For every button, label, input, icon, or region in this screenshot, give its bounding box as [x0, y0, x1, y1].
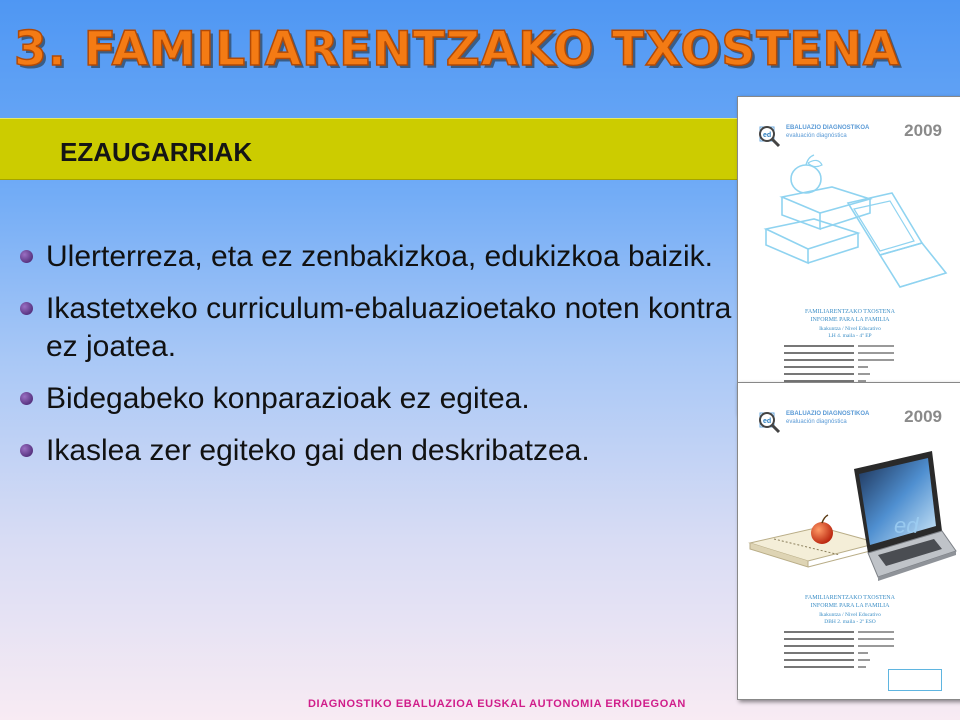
- cover-level-label: Ikakuntza / Nivel Educativo: [819, 612, 881, 618]
- bullet-dot-icon: [20, 302, 33, 315]
- magnifier-logo-icon: [754, 121, 782, 149]
- bullet-item: [18, 432, 738, 470]
- bullet-text: Ikastetxeko curriculum-ebaluazioetako noten kontra ez joatea.: [46, 292, 732, 363]
- report-cover-secondary: [737, 382, 960, 700]
- bullet-text: Bidegabeko konparazioak ez egitea.: [46, 382, 530, 415]
- logo-line2: evaluación diagnóstica: [786, 133, 847, 139]
- cover-field-line: [784, 659, 944, 662]
- svg-text:ed: ed: [763, 132, 772, 139]
- bullet-item: [18, 238, 738, 276]
- cover-field-line: [784, 638, 944, 641]
- footer-text: DIAGNOSTIKO EBALUAZIOA EUSKAL AUTONOMIA ERKIDEGOAN: [308, 698, 686, 710]
- laptop-apple-notebook-illustration: [744, 447, 958, 587]
- cover-title-eu: FAMILIARENTZAKO TXOSTENA: [805, 309, 895, 315]
- svg-text:ed: ed: [894, 513, 919, 538]
- bullet-item: [18, 380, 738, 418]
- section-label: EZAUGARRIAK: [60, 137, 253, 167]
- bullet-item: [18, 290, 738, 366]
- cover-field-line: [784, 366, 944, 369]
- cover-level-label: Ikakuntza / Nivel Educativo: [819, 326, 881, 332]
- section-band: [0, 118, 760, 180]
- slide-title: 3. FAMILIARENTZAKO TXOSTENA: [14, 22, 901, 77]
- cover-field-line: [784, 352, 944, 355]
- bullet-dot-icon: [20, 392, 33, 405]
- bullet-dot-icon: [20, 250, 33, 263]
- cover-title-eu: FAMILIARENTZAKO TXOSTENA: [805, 595, 895, 601]
- logo-line2: evaluación diagnóstica: [786, 419, 847, 425]
- cover-year: 2009: [904, 121, 942, 140]
- cover-field-line: [784, 359, 944, 362]
- bullet-text: Ikaslea zer egiteko gai den deskribatzea.: [46, 434, 590, 467]
- logo-line1: EBALUAZIO DIAGNOSTIKOA: [786, 125, 870, 131]
- cover-title-es: INFORME PARA LA FAMILIA: [810, 317, 890, 323]
- cover-level-value: LH 4. maila - 4º EP: [828, 333, 872, 339]
- bullet-text: Ulerterreza, eta ez zenbakizkoa, edukizkoa baizik.: [46, 240, 714, 273]
- bullet-list: [18, 238, 738, 484]
- magnifier-logo-icon: [754, 407, 782, 435]
- cover-year: 2009: [904, 407, 942, 426]
- svg-text:ed: ed: [763, 418, 772, 425]
- cover-field-line: [784, 631, 944, 634]
- cover-stamp-box: [888, 669, 942, 691]
- report-cover-primary: [737, 96, 960, 414]
- logo-line1: EBALUAZIO DIAGNOSTIKOA: [786, 411, 870, 417]
- cover-level-value: DBH 2. maila - 2º ESO: [824, 619, 876, 625]
- bullet-dot-icon: [20, 444, 33, 457]
- cover-field-line: [784, 345, 944, 348]
- cover-field-line: [784, 652, 944, 655]
- cover-field-line: [784, 645, 944, 648]
- books-apple-laptop-illustration: [752, 147, 952, 297]
- cover-title-es: INFORME PARA LA FAMILIA: [810, 603, 890, 609]
- cover-field-line: [784, 373, 944, 376]
